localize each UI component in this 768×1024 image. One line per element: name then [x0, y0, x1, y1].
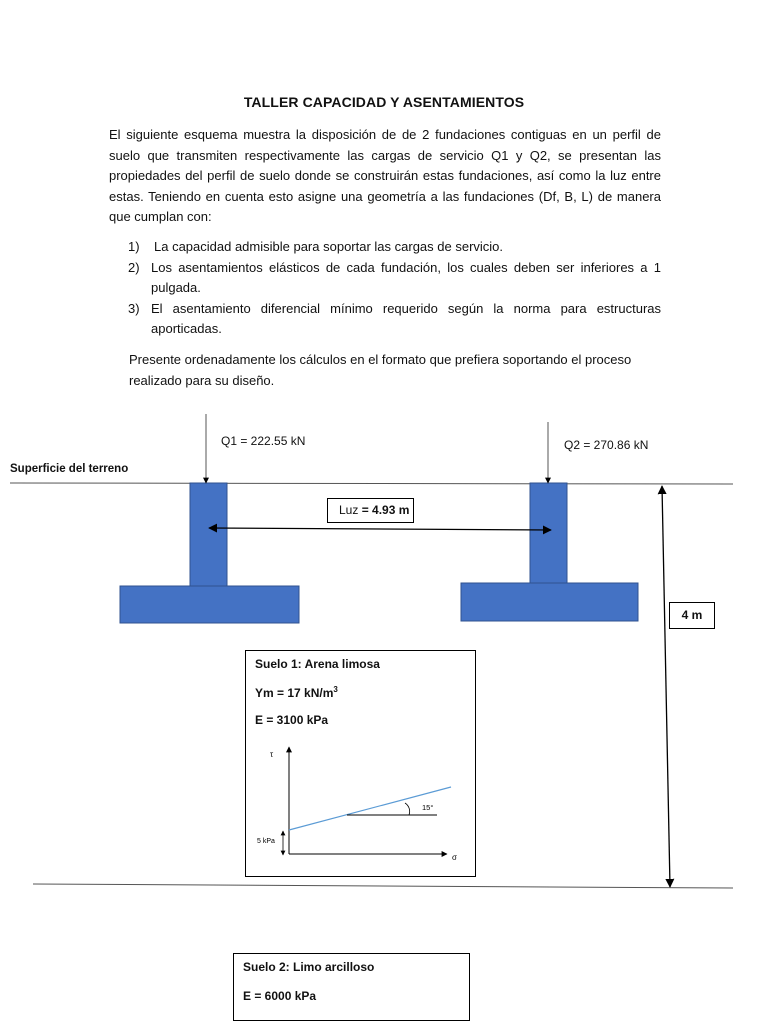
footing-1-base — [120, 586, 299, 623]
tau-axis-label: τ — [270, 750, 274, 759]
ground-surface-label: Superficie del terreno — [10, 463, 129, 475]
soil-1-unit-weight-text: Ym = 17 kN/m — [255, 686, 334, 700]
load-q2-label: Q2 = 270.86 kN — [564, 438, 649, 452]
footing-1-column — [190, 483, 227, 587]
ground-surface-line — [10, 483, 733, 484]
span-label-box — [327, 498, 414, 523]
closing-paragraph: Presente ordenadamente los cálculos en el formato que prefiera soportando el proceso realizado para su diseño. — [129, 352, 632, 388]
soil-2-title: Suelo 2: Limo arcilloso — [243, 960, 375, 974]
span-dimension-arrow — [209, 528, 551, 530]
document-title: TALLER CAPACIDAD Y ASENTAMIENTOS — [243, 94, 525, 110]
requirement-text: La capacidad admisible para soportar las cargas de servicio. — [154, 239, 504, 254]
cohesion-label: 5 kPa — [257, 838, 275, 845]
footing-2-base — [461, 583, 638, 621]
friction-angle-label: 15° — [422, 803, 434, 812]
soil-1-unit-weight-exponent: 3 — [333, 685, 338, 694]
depth-dimension-arrow — [662, 486, 670, 887]
depth-label-box: 4 m — [669, 602, 715, 629]
soil-1-box — [245, 650, 476, 877]
span-label-prefix: Luz — [339, 503, 359, 517]
footing-2-column — [530, 483, 567, 583]
span-label-value: = 4.93 m — [358, 503, 410, 517]
requirement-number: 2) — [128, 259, 140, 275]
soil-1-modulus: E = 3100 kPa — [255, 713, 329, 727]
sigma-axis-label: σ — [452, 853, 457, 862]
requirement-text: Los asentamientos elásticos de cada fundación, los cuales deben ser inferiores a 1 pulgada. — [151, 259, 661, 296]
requirement-number: 3) — [128, 300, 140, 316]
soil-2-box — [233, 953, 470, 1021]
load-q1-label: Q1 = 222.55 kN — [221, 434, 306, 448]
soil-boundary-line — [33, 884, 733, 888]
requirement-number: 1) — [128, 239, 140, 254]
requirement-text: El asentamiento diferencial mínimo requerido según la norma para estructuras aporticadas. — [151, 300, 661, 337]
intro-paragraph: El siguiente esquema muestra la disposición de de 2 fundaciones contiguas en un perfil de suelo que transmiten respectivamente las cargas de servicio Q1 y Q2, se presentan las propiedades del perfil de suelo donde se construirán estas fundaciones, así como la luz entre estas. Teniendo en cuenta esto asigne una geometría a las fundaciones (Df, B, L) de manera que cumplan con: — [109, 127, 661, 225]
mohr-coulomb-graph — [255, 741, 469, 869]
soil-1-title: Suelo 1: Arena limosa — [255, 657, 380, 671]
soil-2-modulus: E = 6000 kPa — [243, 989, 317, 1003]
soil-1-unit-weight — [255, 685, 338, 700]
